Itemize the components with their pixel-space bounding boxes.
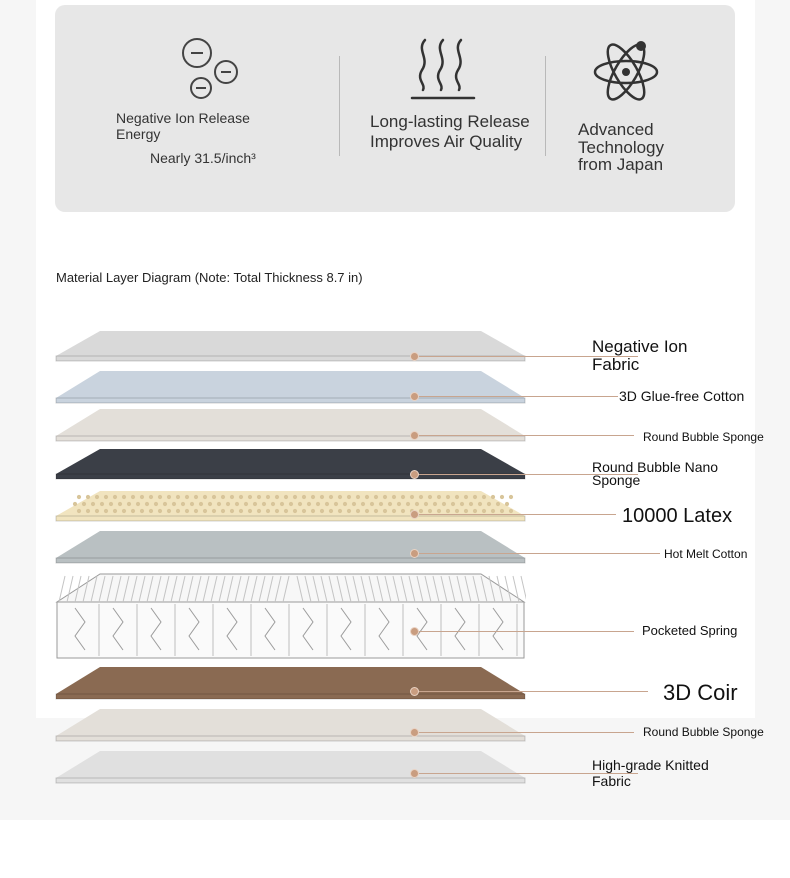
layer-label: Round Bubble Sponge (643, 430, 764, 444)
feature-divider (339, 56, 340, 156)
leader-dot (410, 392, 419, 401)
atom-icon (592, 38, 662, 104)
layer-label: Pocketed Spring (642, 623, 738, 638)
leader-line (415, 691, 648, 692)
layer-label: 3D Coir (663, 680, 738, 705)
negative-ions-icon (178, 36, 244, 102)
layer-slab (55, 666, 526, 700)
leader-line (415, 553, 660, 554)
leader-dot (410, 549, 419, 558)
leader-dot (410, 352, 419, 361)
leader-dot (410, 687, 419, 696)
leader-line (415, 396, 618, 397)
layer-label: Round Bubble Nano Sponge (592, 459, 719, 488)
layer-label: Hot Melt Cotton (664, 547, 748, 561)
layer-slab (55, 330, 526, 362)
leader-dot (410, 627, 419, 636)
layer-slab (55, 572, 526, 660)
layer-slab (55, 708, 526, 742)
leader-line (415, 435, 634, 436)
leader-dot (410, 510, 419, 519)
layer-slab (55, 408, 526, 442)
feature-air-quality-title: Long-lasting Release Improves Air Quality (370, 112, 530, 151)
layer-slab-shape (55, 408, 526, 442)
layer-slab-shape (55, 448, 526, 480)
feature-negative-ion-title: Negative Ion Release Energy (116, 110, 250, 142)
layer-slab-shape (55, 490, 526, 522)
layer-label: High-grade Knitted Fabric (592, 757, 709, 789)
layer-slab-shape (55, 666, 526, 700)
diagram-title: Material Layer Diagram (Note: Total Thickness 8.7 in) (56, 270, 363, 285)
layer-slab (55, 530, 526, 564)
feature-divider (545, 56, 546, 156)
feature-japan-technology-title: Advanced Technology from Japan (578, 120, 665, 174)
layer-slab-shape (55, 330, 526, 362)
leader-line (415, 514, 616, 515)
layer-slab (55, 370, 526, 404)
layer-slab-shape (55, 750, 526, 784)
air-waves-icon (408, 36, 478, 102)
layer-slab (55, 490, 526, 522)
leader-dot (410, 431, 419, 440)
layer-label: Round Bubble Sponge (643, 725, 764, 739)
layer-label: 10000 Latex (622, 505, 733, 527)
layer-slab-shape (55, 370, 526, 404)
layer-label: Negative Ion Fabric (592, 337, 688, 374)
leader-line (415, 631, 634, 632)
layer-label: 3D Glue-free Cotton (619, 388, 745, 404)
leader-dot (410, 728, 419, 737)
layer-slab-shape (55, 708, 526, 742)
layer-slab (55, 448, 526, 480)
layer-slab-shape (55, 530, 526, 564)
leader-dot (410, 769, 419, 778)
layer-slab (55, 750, 526, 784)
leader-dot (410, 470, 419, 479)
feature-negative-ion-subtitle: Nearly 31.5/inch³ (150, 150, 256, 166)
leader-line (415, 732, 634, 733)
feature-panel (55, 5, 735, 212)
layer-slab-shape (55, 572, 526, 660)
